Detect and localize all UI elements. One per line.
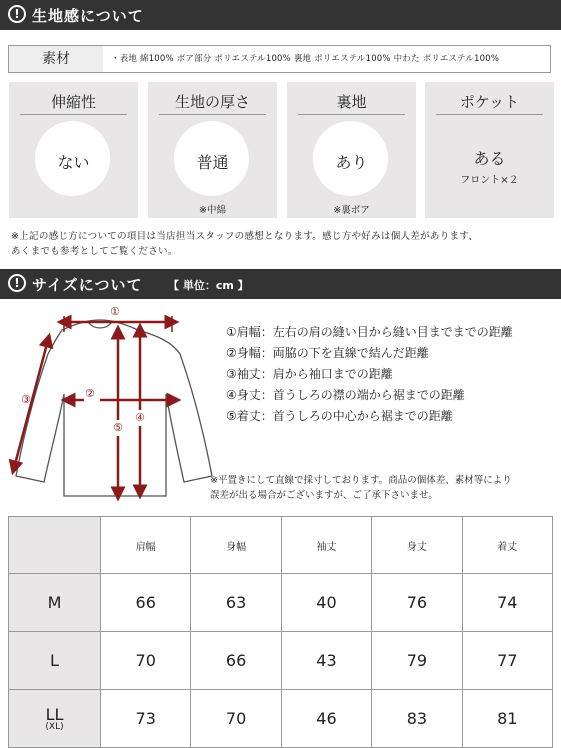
table-corner [9, 517, 101, 574]
lining-card [287, 82, 416, 218]
card-value: あり [335, 153, 368, 172]
table-cell: 66 [191, 632, 281, 690]
card-title: 生地の厚さ [174, 93, 250, 111]
card-divider [159, 114, 266, 115]
table-row [9, 574, 553, 632]
measurement-item: ②身幅：両脇の下を直線で結んだ距離 [226, 346, 429, 360]
size-table [8, 516, 553, 748]
card-divider [436, 114, 543, 115]
table-cell: 76 [372, 574, 462, 632]
table-cell: 74 [462, 574, 552, 632]
card-sub: フロント×２ [460, 175, 519, 186]
stretch-card [9, 82, 138, 218]
disclaimer-line: あくまでも参考としてご覧ください。 [11, 246, 178, 257]
card-divider [298, 114, 405, 115]
measurement-list [226, 322, 513, 427]
row-sublabel: (XL) [45, 722, 64, 732]
fabric-section-title: 生地感について [32, 7, 144, 25]
marker-4: ④ [135, 411, 145, 424]
card-title: 伸縮性 [50, 93, 96, 111]
size-section-title: サイズについて [32, 276, 143, 294]
card-value: ある [473, 149, 506, 168]
marker-1: ① [110, 306, 120, 318]
disclaimer-line: ※上記の感じ方についての項目は当店担当スタッフの感想となります。感じ方や好みは個人差があります、 [11, 231, 479, 242]
fabric-disclaimer [11, 229, 478, 259]
column-header: 袖丈 [281, 517, 371, 574]
table-row [9, 632, 553, 690]
table-cell: 46 [281, 690, 371, 748]
table-cell: 79 [372, 632, 462, 690]
fabric-section-header [0, 0, 561, 30]
measurement-item: ⑤着丈：首うしろの中心から裾までの距離 [226, 409, 453, 423]
table-cell: 66 [101, 574, 191, 632]
table-row [9, 690, 553, 748]
card-title: ポケット [459, 93, 520, 111]
card-note: ※裏ボア [333, 205, 370, 216]
column-header: 身幅 [191, 517, 281, 574]
table-header-row [9, 517, 553, 574]
row-label: L [9, 632, 101, 690]
card-value: ない [57, 153, 90, 172]
table-cell: 63 [191, 574, 281, 632]
measurement-note [210, 473, 512, 503]
unit-label: 【 単位：cm 】 [168, 279, 249, 292]
table-cell: 77 [462, 632, 552, 690]
measurement-item: ③袖丈：肩から袖口までの距離 [226, 367, 393, 381]
column-header: 着丈 [462, 517, 552, 574]
card-title: 裏地 [336, 93, 367, 111]
note-line: 誤差が出る場合がございますが、ご了承下さいませ。 [210, 490, 438, 501]
table-cell: 40 [281, 574, 371, 632]
card-note: ※中綿 [199, 205, 226, 216]
table-cell: 73 [101, 690, 191, 748]
table-cell: 43 [281, 632, 371, 690]
column-header: 肩幅 [101, 517, 191, 574]
material-label: 素材 [9, 46, 103, 72]
exclamation-icon: ! [8, 5, 26, 23]
row-label: LL [45, 705, 64, 724]
exclamation-icon: ! [8, 274, 26, 292]
card-divider [20, 114, 127, 115]
note-line: ※平置きにして直線で採寸しております。商品の個体差、素材等により [210, 475, 512, 486]
row-label: M [9, 574, 101, 632]
table-cell: 70 [101, 632, 191, 690]
column-header: 身丈 [372, 517, 462, 574]
table-cell: 70 [191, 690, 281, 748]
thickness-card [148, 82, 277, 218]
pocket-card [425, 82, 554, 218]
measurement-item: ④身丈：首うしろの襟の端から裾までの距離 [226, 388, 465, 402]
card-value: 普通 [196, 153, 229, 172]
measurement-item: ①肩幅：左右の肩の縫い目から縫い目までまでの距離 [226, 325, 513, 339]
size-section-header [0, 269, 561, 299]
row-label-cell [9, 690, 101, 748]
marker-5: ⑤ [113, 421, 123, 434]
marker-3: ③ [21, 393, 31, 406]
material-value: ・表地 綿100% ボア部分 ポリエステル100% 裏地 ポリエステル100% 中わた ポリエステル100% [111, 54, 500, 64]
material-row [8, 45, 551, 73]
marker-2: ② [85, 387, 95, 400]
garment-diagram [0, 306, 215, 506]
table-cell: 83 [372, 690, 462, 748]
table-cell: 81 [462, 690, 552, 748]
